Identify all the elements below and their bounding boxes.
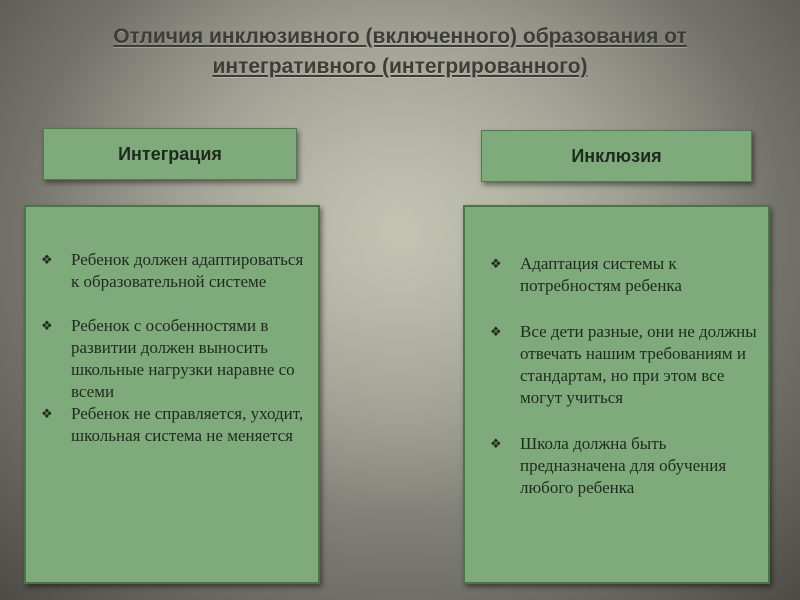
integration-bullet-text: Ребенок не справляется, уходит, школьная система не меняется <box>71 404 304 445</box>
four-diamond-bullet-icon: ❖ <box>490 436 502 451</box>
integration-header <box>43 128 297 180</box>
inclusion-bullet-item <box>490 321 762 409</box>
slide-title <box>40 22 760 82</box>
integration-bullet-item <box>41 403 311 447</box>
inclusion-bullet-item <box>490 433 762 499</box>
inclusion-header <box>481 130 752 182</box>
integration-bullet-item <box>41 315 311 403</box>
inclusion-bullet-text: Все дети разные, они не должны отвечать нашим требованиям и стандартам, но при этом все могут учиться <box>520 322 757 407</box>
integration-content-box <box>24 205 320 584</box>
integration-bullet-list <box>41 249 311 469</box>
four-diamond-bullet-icon: ❖ <box>490 256 502 271</box>
integration-header-label: Интеграция <box>118 143 222 164</box>
four-diamond-bullet-icon: ❖ <box>41 406 53 421</box>
four-diamond-bullet-icon: ❖ <box>490 324 502 339</box>
slide-title-line-1: Отличия инклюзивного (включенного) образования от <box>113 25 687 48</box>
inclusion-header-label: Инклюзия <box>571 145 662 166</box>
slide-title-line-2: интегративного (интегрированного) <box>212 55 588 78</box>
integration-bullet-text: Ребенок с особенностями в развитии должен выносить школьные нагрузки наравне со всеми <box>71 316 295 401</box>
integration-bullet-item <box>41 249 311 293</box>
inclusion-content-box <box>463 205 770 584</box>
inclusion-bullet-item <box>490 253 762 297</box>
inclusion-bullet-list <box>490 253 762 523</box>
integration-bullet-text: Ребенок должен адаптироваться к образовательной системе <box>71 250 304 291</box>
inclusion-bullet-text: Школа должна быть предназначена для обучения любого ребенка <box>520 434 727 497</box>
four-diamond-bullet-icon: ❖ <box>41 318 53 333</box>
four-diamond-bullet-icon: ❖ <box>41 252 53 267</box>
inclusion-bullet-text: Адаптация системы к потребностям ребенка <box>520 254 682 295</box>
